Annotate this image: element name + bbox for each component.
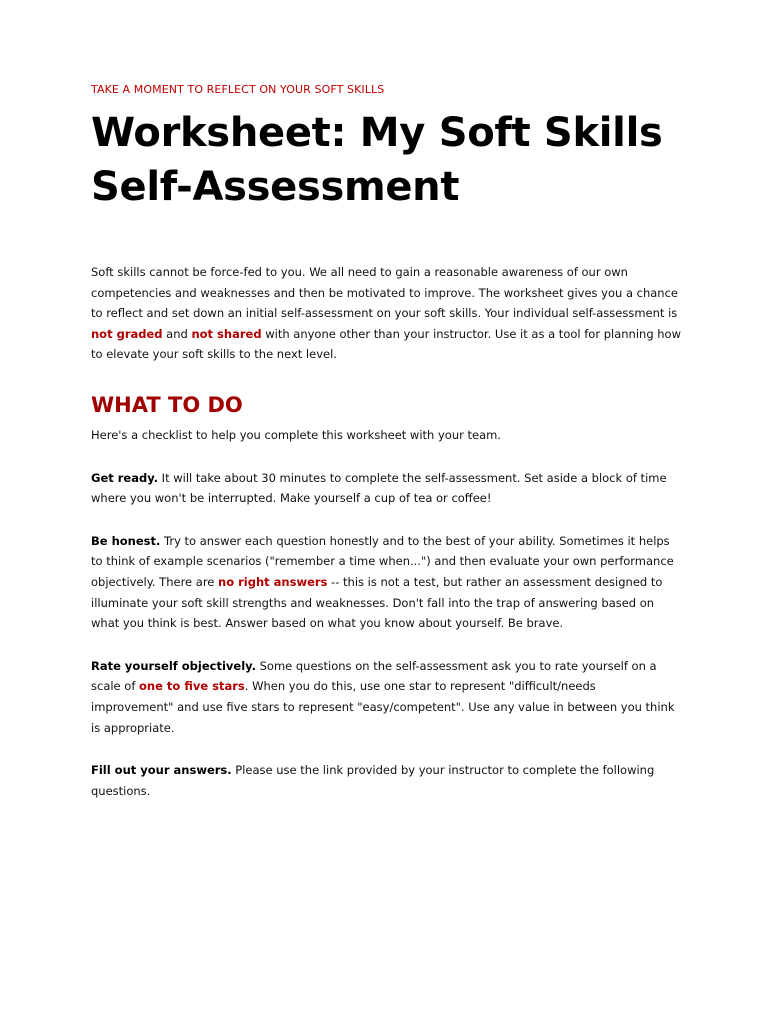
intro-paragraph bbox=[91, 262, 681, 365]
intro-text-3: with anyone other than your instructor. Use it as a tool for planning how to elevate your soft skills to the next level. bbox=[91, 326, 681, 362]
rate-yourself-text-1: Some questions on the self-assessment ask you to rate yourself on a scale of bbox=[91, 658, 657, 694]
rate-yourself-paragraph bbox=[91, 656, 681, 738]
what-to-do-heading: WHAT TO DO bbox=[91, 392, 243, 417]
page-title: Worksheet: My Soft Skills Self-Assessment bbox=[91, 110, 663, 210]
get-ready-label: Get ready. bbox=[91, 470, 159, 485]
be-honest-text-1: Try to answer each question honestly and to the best of your ability. Sometimes it helps to think of example scenarios ("remember a time when...") and then evaluate your own performance objectively. There are bbox=[91, 533, 674, 589]
no-right-answers-highlight: no right answers bbox=[218, 574, 328, 589]
one-to-five-stars-highlight: one to five stars bbox=[139, 679, 245, 694]
fill-out-text: Please use the link provided by your instructor to complete the following questions. bbox=[91, 763, 655, 798]
be-honest-text-2: -- this is not a test, but rather an assessment designed to illuminate your soft skill strengths and weaknesses. Don't fall into the trap of answering based on what you think is best. Answer based on what you know about yourself. Be brave. bbox=[91, 574, 663, 631]
document-page bbox=[91, 82, 681, 801]
be-honest-label: Be honest. bbox=[91, 533, 161, 548]
intro-text-1: Soft skills cannot be force-fed to you. We all need to gain a reasonable awareness of our own competencies and weaknesses and then be motivated to improve. The worksheet gives you a chance to reflect and set down an initial self-assessment on your soft skills. Your individual self-assessment is bbox=[91, 265, 678, 321]
fill-out-paragraph bbox=[91, 760, 681, 801]
checklist-intro: Here's a checklist to help you complete this worksheet with your team. bbox=[91, 427, 501, 442]
intro-text-2: and bbox=[162, 326, 192, 341]
be-honest-paragraph bbox=[91, 531, 681, 634]
eyebrow-text: TAKE A MOMENT TO REFLECT ON YOUR SOFT SKILLS bbox=[91, 83, 385, 96]
fill-out-label: Fill out your answers. bbox=[91, 763, 232, 778]
get-ready-text: It will take about 30 minutes to complete the self-assessment. Set aside a block of time where you won't be interrupted. Make yourself a cup of tea or coffee! bbox=[91, 470, 667, 506]
rate-yourself-text-2: . When you do this, use one star to represent "difficult/needs improvement" and use five stars to represent "easy/competent". Use any value in between you think is appropriate. bbox=[91, 679, 675, 735]
not-shared-highlight: not shared bbox=[191, 326, 262, 341]
not-graded-highlight: not graded bbox=[91, 326, 163, 341]
get-ready-paragraph bbox=[91, 468, 681, 509]
rate-yourself-label: Rate yourself objectively. bbox=[91, 658, 256, 673]
